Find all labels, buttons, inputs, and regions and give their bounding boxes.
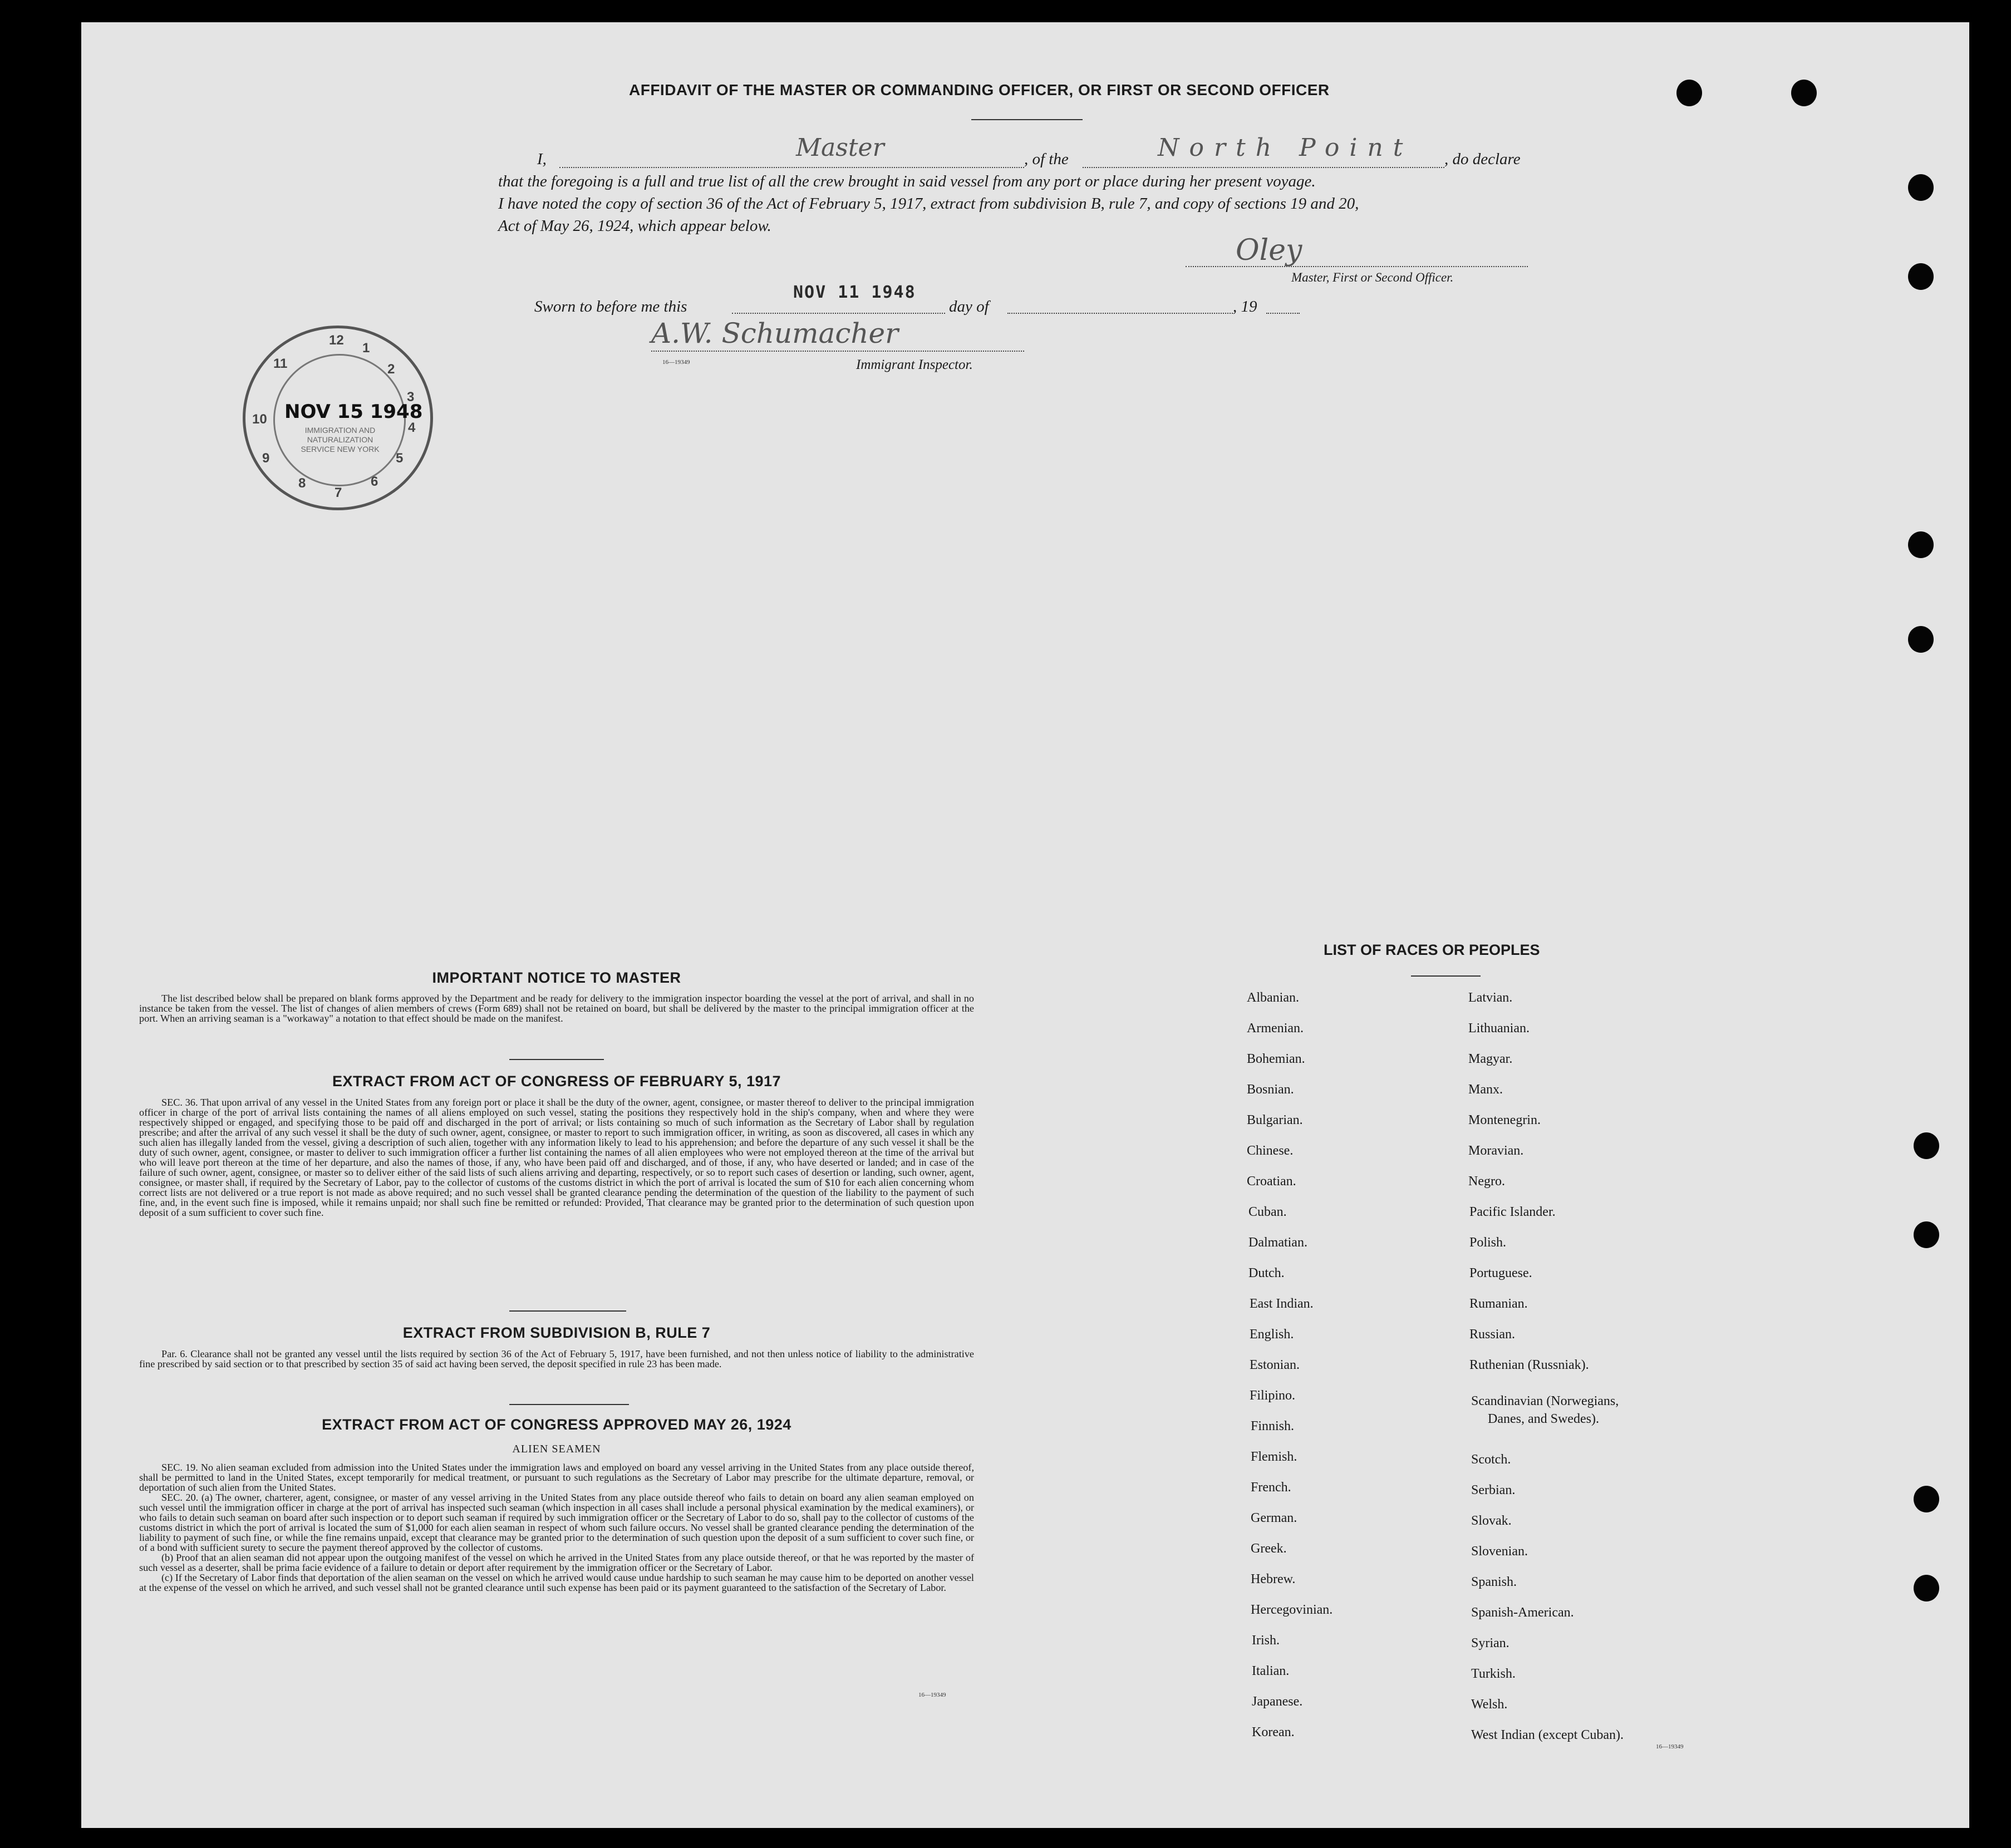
role-handwritten: Master <box>796 134 884 162</box>
do-declare-label: , do declare <box>1444 150 1521 168</box>
seal-hour-4: 4 <box>408 420 416 435</box>
race-item: Korean. <box>1252 1725 1295 1739</box>
race-item: Moravian. <box>1468 1144 1524 1158</box>
race-item: English. <box>1250 1327 1294 1342</box>
race-item: Cuban. <box>1248 1205 1287 1219</box>
rule7-divider <box>509 1404 629 1405</box>
punch-hole <box>1908 531 1934 558</box>
of-the-label: , of the <box>1024 150 1069 168</box>
inspection-date-seal <box>243 326 433 510</box>
race-item: Filipino. <box>1250 1388 1296 1403</box>
seal-hour-3: 3 <box>407 390 415 405</box>
race-item: Dalmatian. <box>1248 1235 1307 1250</box>
race-item: Montenegrin. <box>1468 1113 1541 1127</box>
seal-hour-9: 9 <box>262 451 270 466</box>
role-field <box>559 167 1024 168</box>
punch-hole <box>1914 1132 1939 1159</box>
officer-caption: Master, First or Second Officer. <box>1291 270 1454 284</box>
extract-1917-divider <box>509 1310 626 1312</box>
seal-date: NOV 15 1948 <box>284 401 423 423</box>
seal-hour-12: 12 <box>329 333 344 348</box>
race-item: Lithuanian. <box>1468 1021 1530 1036</box>
race-item: Flemish. <box>1251 1450 1297 1464</box>
race-item: Manx. <box>1468 1082 1503 1097</box>
race-item: Irish. <box>1252 1633 1280 1648</box>
race-item: Italian. <box>1252 1664 1290 1678</box>
races-heading: LIST OF RACES OR PEOPLES <box>1324 942 1540 958</box>
race-item: Syrian. <box>1471 1636 1510 1650</box>
seal-hour-2: 2 <box>387 362 395 377</box>
notice-body <box>139 993 974 1023</box>
race-item: Slovak. <box>1471 1514 1512 1528</box>
race-item: Albanian. <box>1247 990 1299 1005</box>
race-item: German. <box>1251 1511 1297 1525</box>
sec19-text: SEC. 19. No alien seaman excluded from admission into the United States under the immigration laws and employed on board any vessel arriving in the United States from any place outside thereof, shall be permitted to land in the United States, except temporarily for medical treatment, or pursuant to such regulations as the Secretary of Labor may prescribe for the ultimate departure, removal, or deportation of such alien from the United States. <box>139 1462 974 1493</box>
race-item: Russian. <box>1469 1327 1516 1342</box>
sec20b-text: (b) Proof that an alien seaman did not appear upon the outgoing manifest of the vessel on which he arrived in the United States from any place outside thereof, or that he was reported by the master of such vessel as a deserter, shall be prima facie evidence of a failure to detain or deport after requirement by the immigration officer or the Secretary of Labor. <box>139 1552 974 1573</box>
punch-hole <box>1914 1486 1939 1512</box>
officer-signature: Oley <box>1236 234 1302 267</box>
extract-1917-heading: EXTRACT FROM ACT OF CONGRESS OF FEBRUARY 5, 1917 <box>332 1073 781 1090</box>
punch-hole <box>1914 1221 1939 1248</box>
sec20c-text: (c) If the Secretary of Labor finds that deportation of the alien seaman on the vessel on which he arrived would cause undue hardship to such seaman he may cause him to be deported on another vessel at the expense of the vessel on which he arrived, and such vessel shall not be granted clearance until such expense has been paid or its payment guaranteed to the satisfaction of the Secretary of Labor. <box>139 1572 974 1593</box>
race-item: Hebrew. <box>1251 1572 1296 1586</box>
sworn-year-field <box>1266 313 1300 314</box>
extract-1924-heading: EXTRACT FROM ACT OF CONGRESS APPROVED MAY 26, 1924 <box>322 1416 791 1433</box>
race-item: Scandinavian (Norwegians, <box>1471 1394 1619 1408</box>
race-item: West Indian (except Cuban). <box>1471 1728 1624 1742</box>
rule7-heading: EXTRACT FROM SUBDIVISION B, RULE 7 <box>402 1324 711 1341</box>
race-item: Greek. <box>1251 1541 1287 1556</box>
notice-heading: IMPORTANT NOTICE TO MASTER <box>432 969 681 986</box>
seal-hour-11: 11 <box>273 356 288 371</box>
notice-text: The list described below shall be prepared on blank forms approved by the Department and be ready for delivery to the immigration inspector boarding the vessel at the port of arrival, and shall in no instance be taken from the vessel. The list of changes of alien members of crews (Form 689) shall not be retained on board, but shall be delivered by the master to the principal immigration officer at the port. When an arriving seaman is a "workaway" a notation to that effect should be made on the manifest. <box>139 993 974 1024</box>
races-divider <box>1411 975 1481 977</box>
punch-hole <box>1908 174 1934 201</box>
extract-form-number: 16—19349 <box>918 1692 946 1698</box>
sworn-month-field <box>1007 313 1233 314</box>
race-item: Bosnian. <box>1247 1082 1294 1097</box>
extract-1917-body <box>139 1097 974 1218</box>
punch-hole <box>1908 626 1934 653</box>
race-item: Welsh. <box>1471 1697 1508 1712</box>
affidavit-i-label: I, <box>537 150 547 168</box>
race-item: East Indian. <box>1250 1297 1314 1311</box>
seal-hour-7: 7 <box>335 485 342 500</box>
affidavit-form-number: 16—19349 <box>662 359 690 366</box>
punch-hole <box>1914 1575 1939 1601</box>
race-item: Hercegovinian. <box>1251 1603 1333 1617</box>
race-item: Dutch. <box>1248 1266 1285 1280</box>
seal-hour-10: 10 <box>252 412 267 427</box>
race-item: Slovenian. <box>1471 1544 1528 1559</box>
affidavit-title: AFFIDAVIT OF THE MASTER OR COMMANDING OFFICER, OR FIRST OR SECOND OFFICER <box>629 81 1330 98</box>
seal-hour-5: 5 <box>396 451 404 466</box>
race-item: Croatian. <box>1247 1174 1296 1189</box>
rule7-body <box>139 1349 974 1369</box>
race-item: Ruthenian (Russniak). <box>1469 1358 1589 1372</box>
punch-hole <box>1791 80 1817 106</box>
sworn-day-field <box>732 313 945 314</box>
race-item: Spanish. <box>1471 1575 1517 1589</box>
extract-1924-subheading: ALIEN SEAMEN <box>512 1443 601 1455</box>
race-item: Latvian. <box>1468 990 1513 1005</box>
race-item: Chinese. <box>1247 1144 1294 1158</box>
race-item: Spanish-American. <box>1471 1605 1574 1620</box>
race-item: Portuguese. <box>1469 1266 1532 1280</box>
seal-hour-8: 8 <box>298 476 306 491</box>
punch-hole <box>1676 80 1702 106</box>
race-item: Estonian. <box>1250 1358 1300 1372</box>
sec20a-text: SEC. 20. (a) The owner, charterer, agent, consignee, or master of any vessel arriving in the United States from any place outside thereof who fails to detain on board any alien seaman employed on such vessel until the immigration officer in charge at the port of arrival has inspected such seaman (which inspection in all cases shall include a personal physical examination by the medical examiners), or who fails to detain such seaman on board after such inspection or to deport such seaman if required by such immigration officer or the Secretary of Labor to do so, shall pay to the collector of customs of the customs district in which the port of arrival is located the sum of $1,000 for each alien seaman in respect of whom such failure occurs. No vessel shall be granted clearance pending the determination of the liability to payment of such fine, or while the fine remains unpaid, except that clearance may be granted prior to the determination of such question upon the deposit of a sum sufficient to cover such fine, or of a bond with sufficient surety to secure the payment thereof approved by the collector of customs. <box>139 1492 974 1553</box>
extract-1924-body <box>139 1462 974 1593</box>
race-item: Bulgarian. <box>1247 1113 1303 1127</box>
race-item: French. <box>1251 1480 1291 1495</box>
race-item: Scotch. <box>1471 1452 1511 1467</box>
sworn-label: Sworn to before me this <box>534 298 687 316</box>
title-divider <box>971 119 1083 120</box>
affidavit-line-3: I have noted the copy of section 36 of the Act of February 5, 1917, extract from subdivision B, rule 7, and copy of sections 19 and 20, <box>498 195 1359 213</box>
year-prefix-label: , 19 <box>1233 298 1257 316</box>
race-item: Polish. <box>1469 1235 1507 1250</box>
inspector-caption: Immigrant Inspector. <box>856 357 973 372</box>
extract-1917-text: SEC. 36. That upon arrival of any vessel in the United States from any foreign port or place it shall be the duty of the owner, agent, consignee, or master thereof to deliver to the principal immigration officer in charge of the port of arrival lists containing the names of all aliens employed on such vessel, stating the positions they respectively hold in the ship's company, when and where they were respectively shipped or engaged, and specifying those to be paid off and discharged in the port of arrival; or lists containing so much of such information as the Secretary of Labor shall by regulation prescribe; and after the arrival of any such vessel it shall be the duty of such owner, agent, consignee, or master to report to such immigration officer, in writing, as soon as discovered, all cases in which any such alien has illegally landed from the vessel, giving a description of such alien, together with any information likely to lead to his apprehension; and before the departure of any such vessel it shall be the duty of such owner, agent, consignee, or master to deliver to such immigration officer a further list containing the names of all alien employees who were not employed thereon at the time of the arrival but who will leave port thereon at the time of her departure, and also the names of those, if any, who have been paid off and discharged, and of those, if any, who have deserted or landed; and in case of the failure of such owner, agent, consignee, or master so to deliver either of the said lists of such aliens arriving and departing, respectively, or so to report such cases of desertion or landing, such owner, agent, consignee, or master shall, if required by the Secretary of Labor, pay to the collector of customs of the customs district in which the port of arrival is located the sum of $10 for each alien concerning whom correct lists are not delivered or a true report is not made as above required; and no such vessel shall be granted clearance pending the determination of the question of the liability to the payment of such fine, and, in the event such fine is imposed, while it remains unpaid; nor shall such fine be remitted or refunded: Provided, That clearance may be granted prior to the determination of such question upon deposit of a sum sufficient to cover such fine. <box>139 1097 974 1218</box>
punch-hole <box>1908 263 1934 290</box>
races-form-number: 16—19349 <box>1656 1743 1684 1750</box>
vessel-field <box>1083 167 1444 168</box>
sworn-date-stamp: NOV 11 1948 <box>793 283 916 302</box>
affidavit-line-2: that the foregoing is a full and true list of all the crew brought in said vessel from any port or place during her present voyage. <box>498 173 1316 190</box>
vessel-handwritten: North Point <box>1158 134 1413 162</box>
race-item: Bohemian. <box>1247 1052 1305 1066</box>
seal-hour-6: 6 <box>371 474 378 489</box>
race-item: Japanese. <box>1252 1694 1303 1709</box>
race-item: Rumanian. <box>1469 1297 1528 1311</box>
notice-divider <box>509 1059 604 1060</box>
day-of-label: day of <box>949 298 989 316</box>
inspector-signature-line <box>651 351 1024 352</box>
affidavit-line-4: Act of May 26, 1924, which appear below. <box>498 217 771 235</box>
race-item: Armenian. <box>1247 1021 1304 1036</box>
race-item: Negro. <box>1468 1174 1505 1189</box>
race-item: Turkish. <box>1471 1667 1516 1681</box>
race-item: Pacific Islander. <box>1469 1205 1556 1219</box>
rule7-text: Par. 6. Clearance shall not be granted any vessel until the lists required by section 36 of the Act of February 5, 1917, have been furnished, and not then unless notice of liability to the administrative fine prescribed by said section or to that prescribed by section 35 of said act having been served, the deposit specified in rule 23 has been made. <box>139 1348 974 1369</box>
race-item: Serbian. <box>1471 1483 1516 1497</box>
seal-hour-1: 1 <box>362 341 370 356</box>
race-item: Finnish. <box>1251 1419 1295 1433</box>
inspector-signature: A.W. Schumacher <box>651 317 899 349</box>
race-item: Magyar. <box>1468 1052 1513 1066</box>
seal-text: IMMIGRATION AND NATURALIZATION SERVICE NEW YORK <box>301 426 380 454</box>
race-item: Danes, and Swedes). <box>1488 1412 1599 1426</box>
